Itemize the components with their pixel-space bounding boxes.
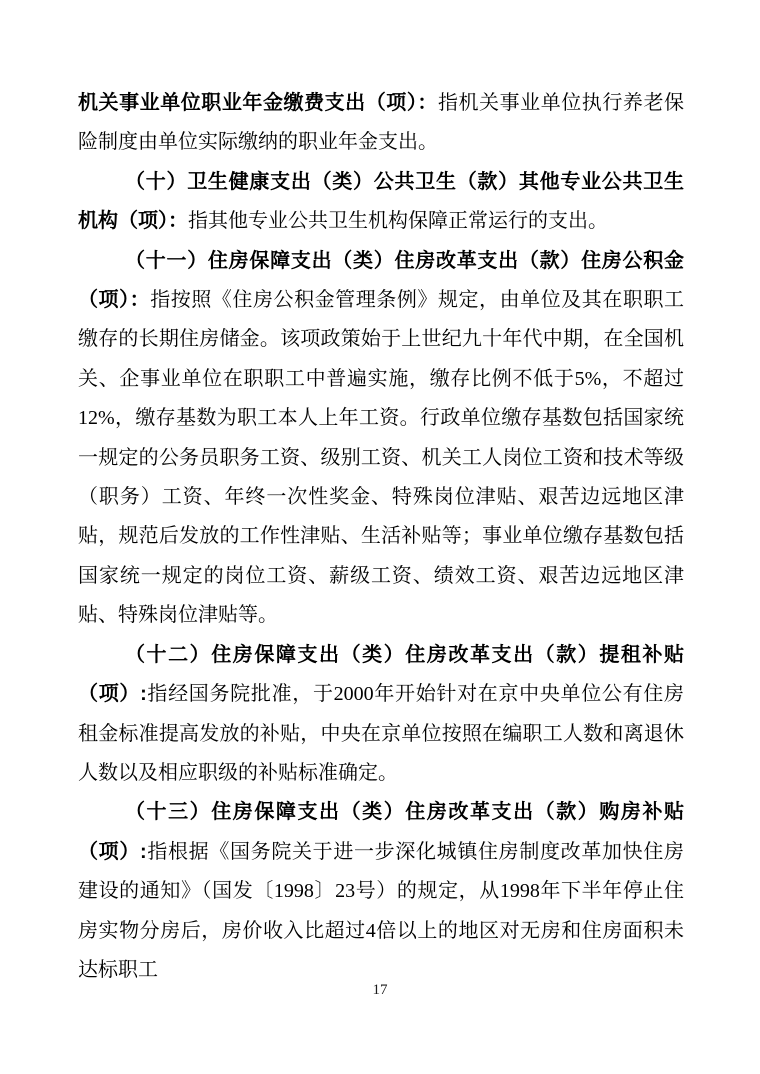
paragraph-item-11-housing-provident-fund <box>78 242 684 636</box>
paragraph-item-12-rent-increase-subsidy <box>78 636 684 794</box>
paragraph-pension-contribution <box>78 84 684 163</box>
term-heading: （十）卫生健康支出（类）公共卫生（款）其他专业公共卫生机构（项）： <box>78 170 684 233</box>
page-number: 17 <box>372 982 388 998</box>
paragraph-item-13-home-purchase-subsidy <box>78 793 684 990</box>
term-heading: （十一）住房保障支出（类）住房改革支出（款）住房公积金（项）： <box>78 249 684 312</box>
body-text <box>78 84 684 990</box>
definition-text: 指根据《国务院关于进一步深化城镇住房制度改革加快住房建设的通知》（国发〔1998〕23号）的规定，从1998年下半年停止住房实物分房后，房价收入比超过4倍以上的地区对无房和住房面积未达标职工 <box>78 840 685 981</box>
paragraph-item-10-public-health <box>78 163 684 242</box>
definition-text: 指机关事业单位执行养老保险制度由单位实际缴纳的职业年金支出。 <box>78 92 685 154</box>
definition-text: 指按照《住房公积金管理条例》规定，由单位及其在职职工缴存的长期住房储金。该项政策始于上世纪九十年代中期，在全国机关、企事业单位在职职工中普遍实施，缴存比例不低于5%，不超过12%，缴存基数为职工本人上年工资。行政单位缴存基数包括国家统一规定的公务员职务工资、级别工资、机关工人岗位工资和技术等级（职务）工资、年终一次性奖金、特殊岗位津贴、艰苦边远地区津贴，规范后发放的工作性津贴、生活补贴等；事业单位缴存基数包括国家统一规定的岗位工资、薪级工资、绩效工资、艰苦边远地区津贴、特殊岗位津贴等。 <box>78 289 685 627</box>
term-heading: （十三）住房保障支出（类）住房改革支出（款）购房补贴（项）: <box>78 801 684 863</box>
term-heading: （十二）住房保障支出（类）住房改革支出（款）提租补贴（项）: <box>78 643 684 706</box>
term-heading: 机关事业单位职业年金缴费支出（项）： <box>78 92 438 114</box>
definition-text: 指其他专业公共卫生机构保障正常运行的支出。 <box>188 210 608 233</box>
definition-text: 指经国务院批准，于2000年开始针对在京中央单位公有住房租金标准提高发放的补贴，中央在京单位按照在编职工人数和离退休人数以及相应职级的补贴标准确定。 <box>78 683 684 784</box>
